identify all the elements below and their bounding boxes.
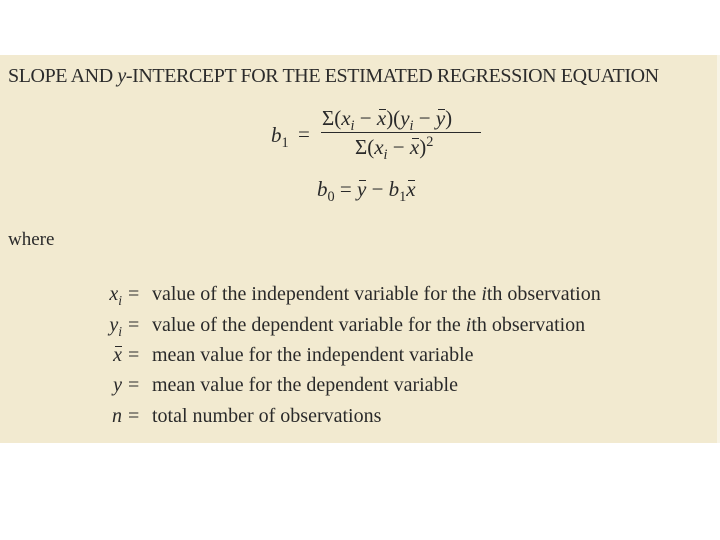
formula-panel xyxy=(0,55,720,443)
slope-lhs-sub: 1 xyxy=(281,134,289,151)
page-title xyxy=(8,65,659,88)
title-part-1: SLOPE AND xyxy=(8,65,118,87)
definition-text: mean value for the independent variable xyxy=(152,344,474,366)
definition-text: mean value for the dependent variable xyxy=(152,374,458,396)
definition-equals: = xyxy=(128,405,140,427)
definition-symbol: $y_i$ xyxy=(109,314,122,339)
title-part-2: -INTERCEPT FOR THE ESTIMATED REGRESSION EQUATION xyxy=(125,65,659,87)
definition-row xyxy=(0,314,720,344)
definition-row xyxy=(0,283,720,313)
slope-numerator: $\Sigma(x_i - x)(y_i - y)$ xyxy=(322,106,453,134)
definition-text: total number of observations xyxy=(152,405,382,427)
definition-equals: = xyxy=(128,314,140,336)
definition-text: value of the dependent variable for the ith observation xyxy=(152,314,586,336)
where-label: where xyxy=(8,229,55,250)
definition-symbol: x xyxy=(113,344,122,366)
slope-equals: = xyxy=(298,122,310,146)
definition-equals: = xyxy=(128,374,140,396)
definition-symbol: $x_i$ xyxy=(109,283,122,308)
intercept-equals: = xyxy=(339,177,352,201)
definition-text: value of the independent variable for the ith observation xyxy=(152,283,601,305)
definition-row xyxy=(0,405,720,435)
title-variable: y xyxy=(117,65,126,87)
slope-denominator: $\Sigma(x_i - x)^2$ xyxy=(355,134,434,163)
slope-lhs xyxy=(271,123,289,151)
definition-symbol: y xyxy=(113,374,122,396)
definition-symbol: n xyxy=(112,405,122,427)
definition-row xyxy=(0,344,720,374)
intercept-lhs-sub: 0 xyxy=(327,188,335,205)
intercept-formula: $b_0 = y - b_1x$ xyxy=(317,177,416,205)
definition-row xyxy=(0,374,720,404)
slope-fraction-bar xyxy=(321,132,481,133)
intercept-lhs-b: b xyxy=(317,177,328,201)
definition-equals: = xyxy=(128,344,140,366)
slope-lhs-b: b xyxy=(271,123,282,147)
definition-equals: = xyxy=(128,283,140,305)
